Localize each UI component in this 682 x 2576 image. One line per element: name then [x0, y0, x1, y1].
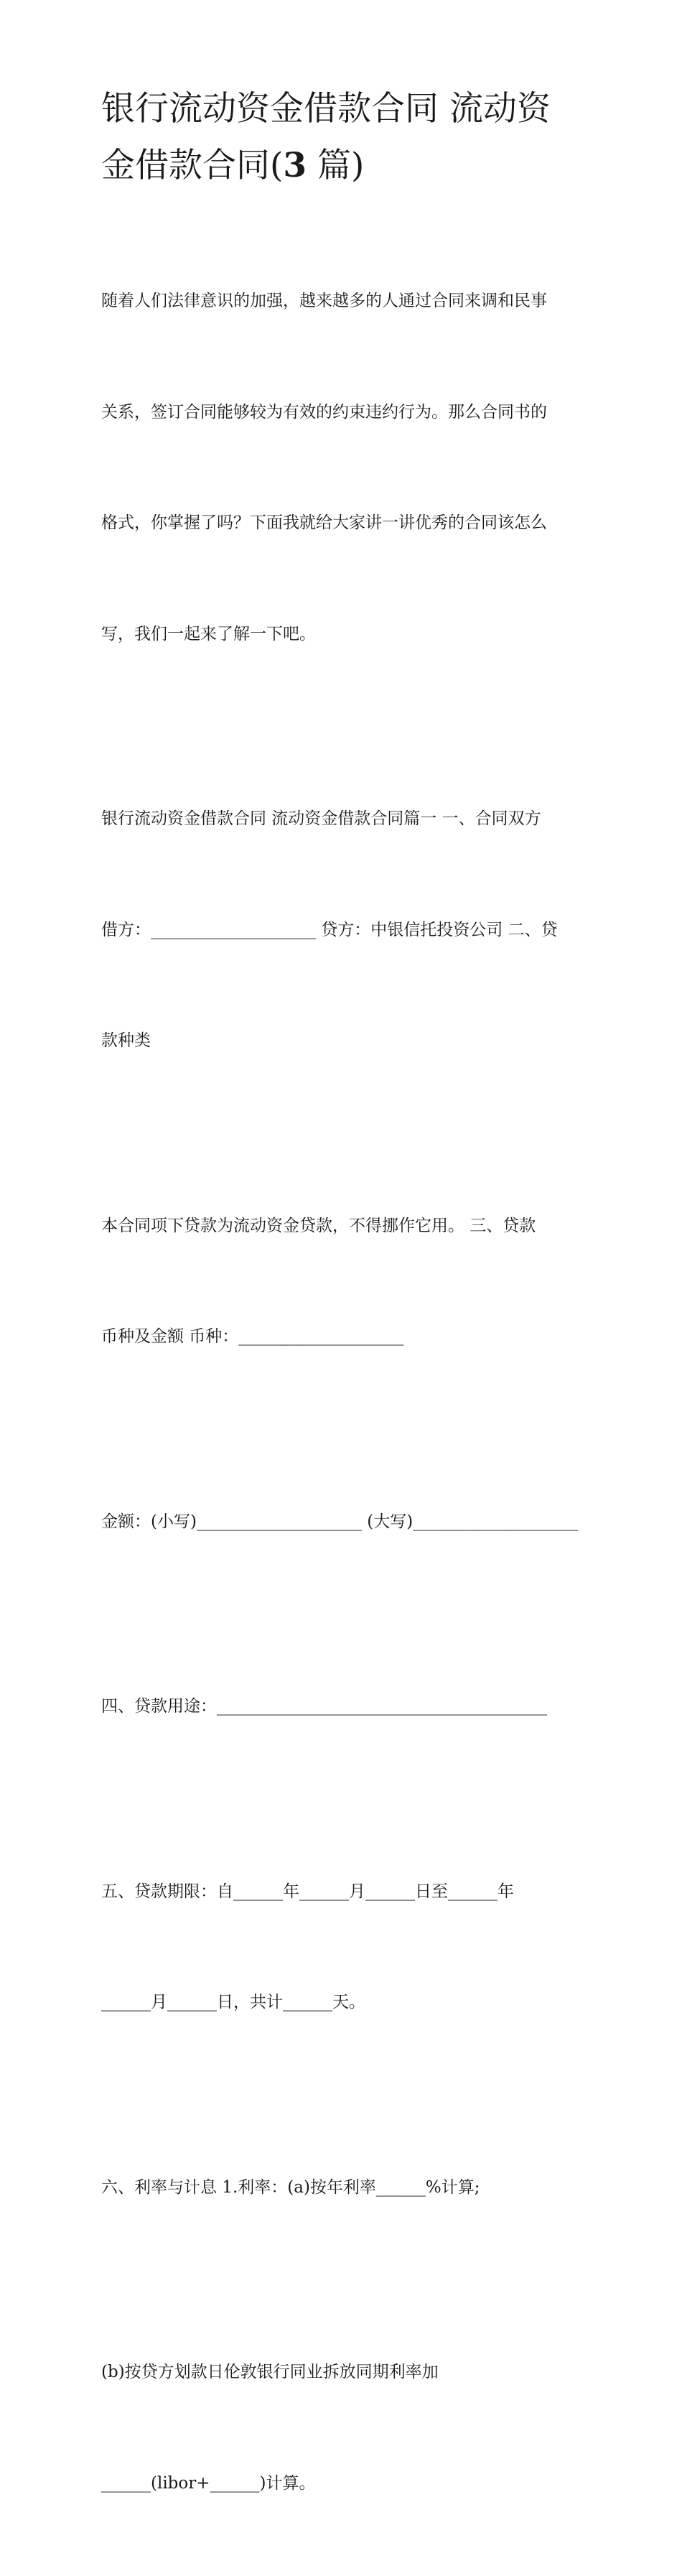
title-article-count: 3 — [283, 146, 307, 185]
amount-line: 金额：(小写)____________________ (大写)____________________ — [101, 1512, 579, 1531]
title-line-2-prefix: 金借款合同( — [101, 146, 284, 185]
purpose-line: 四、贷款用途：________________________________________ — [101, 1697, 547, 1716]
libor-line: (b)按贷方划款日伦敦银行同业拆放同期利率加 — [101, 2363, 439, 2381]
loan-type-line: 本合同项下贷款为流动资金贷款，不得挪作它用。 三、贷款 — [101, 1216, 536, 1235]
document-title — [101, 80, 589, 194]
interest-paragraph — [101, 2096, 589, 2281]
title-line-1: 银行流动资金借款合同 流动资 — [101, 89, 551, 129]
intro-line: 随着人们法律意识的加强，越来越多的人通过合同来调和民事 — [101, 292, 547, 310]
term-line: ______月______日，共计______天。 — [101, 1993, 365, 2012]
title-line-2-suffix: 篇) — [307, 146, 365, 185]
loan-type-paragraph — [101, 1134, 589, 1430]
document-page — [101, 80, 589, 2576]
purpose-paragraph — [101, 1614, 589, 1800]
intro-paragraph — [101, 209, 589, 727]
parties-line: 借方：____________________ 贷方：中银信托投资公司 二、贷 — [101, 920, 558, 939]
title-line-2 — [101, 137, 589, 194]
parties-line: 银行流动资金借款合同 流动资金借款合同篇一 一、合同双方 — [101, 809, 541, 828]
interest-line: 六、利率与计息 1.利率：(a)按年利率______%计算; — [101, 2177, 480, 2197]
parties-paragraph — [101, 727, 589, 1134]
amount-paragraph — [101, 1430, 589, 1615]
intro-line: 格式，你掌握了吗？下面我就给大家讲一讲优秀的合同该怎么 — [101, 513, 547, 532]
parties-line: 款种类 — [101, 1031, 151, 1050]
libor-line: ______(libor+______)计算。 — [101, 2473, 316, 2493]
term-line: 五、贷款期限：自______年______月______日至______年 — [101, 1882, 514, 1901]
intro-line: 写，我们一起来了解一下吧。 — [101, 624, 316, 643]
term-paragraph — [101, 1800, 589, 2096]
loan-type-line: 币种及金额 币种：____________________ — [101, 1327, 404, 1346]
intro-line: 关系，签订合同能够较为有效的约束违约行为。那么合同书的 — [101, 402, 547, 422]
libor-paragraph — [101, 2280, 589, 2576]
